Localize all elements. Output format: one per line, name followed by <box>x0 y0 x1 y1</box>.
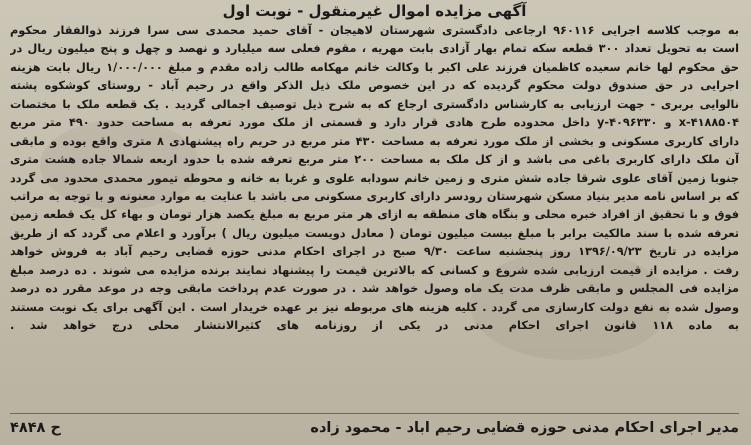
notice-line: مزایده در تاریخ ۱۳۹۶/۰۹/۲۳ روز پنجشنبه ساعت ۹/۳۰ صبح در اجرای احکام مدنی حوزه قضایی رحیم آباد به فروش خواهد <box>10 245 739 259</box>
notice-line: به ماده ۱۱۸ قانون اجرای احکام مدنی در یکی از روزنامه های کثیرالانتشار محلی درج خواهد شد . <box>10 319 739 332</box>
notice-line: تعرفه شده با سند مالکیت برابر با مبلغ بیست میلیون تومان ( معادل دویست میلیون ریال ) برآورد و اعلام می گردد که از طریق <box>10 226 739 240</box>
notice-line: که بر اساس نامه مدیر بنیاد مسکن شهرستان رودسر دارای کاربری مسکونی می باشد با عنایت به موارد معنونه و با توجه به مراتب <box>10 189 739 203</box>
notice-line: جنوبا زمین آقای علوی شرقا جاده شش متری و زمین خانم سودابه علوی و غربا به خانه و محوطه تیمور محمدی محدود می گردد <box>10 171 739 185</box>
notice-line: مزایده فی المجلس و مابقی ظرف مدت یک ماه وصول خواهد شد . در صورت عدم پرداخت مابقی وجه در موعد مقرر ده درصد <box>10 282 739 296</box>
notice-line: فوق و با تحقیق از افراد خبره محلی و بنگاه های منطقه به ازای هر متر مربع به مبلغ یکصد هزار تومان و بهاء کل یک قطعه زمین <box>10 208 739 222</box>
notice-line: وصول شده به نفع دولت کارسازی می گردد . کلیه هزینه های مربوطه نیز بر عهده خریدار است . این آگهی برای یک نوبت مستند <box>10 300 739 314</box>
notice-body <box>10 22 739 335</box>
notice-footer <box>10 413 739 442</box>
notice-line: رفت . مزایده از قیمت ارزیابی شده شروع و کسانی که بالاترین قیمت را پیشنهاد نمایند برنده مزایده می شوند . ده درصد مبلغ <box>10 263 739 277</box>
notice-line: اجرایی در حق صندوق دولت محکوم گردیده که در این خصوص ملک ذیل الذکر واقع در رحیم آباد - روستای کوشکوه پشته <box>10 79 739 93</box>
notice-line: به موجب کلاسه اجرایی ۹۶۰۱۱۶ ارجاعی دادگستری شهرستان لاهیجان - آقای حمید محمدی سی سرا فرزند ذوالفقار محکوم <box>10 24 739 37</box>
reference-number: ح ۴۸۴۸ <box>10 420 61 436</box>
notice-line: دارای کاربری مسکونی و بخشی از ملک مورد تعرفه به مساحت ۴۳۰ متر مربع در حریم راه پیشنهادی ۸ متری واقع بوده و مابقی <box>10 134 739 148</box>
notice-line: نالوایی بربری - جهت ارزیابی به کارشناس دادگستری ارجاع که به شرح ذیل توصیف اجمالی گردید . یک قطعه ملک با مختصات <box>10 97 739 111</box>
notice-title: آگهی مزایده اموال غیرمنقول - نوبت اول <box>222 2 527 20</box>
notice-line: آن ملک دارای کاربری باغی می باشد و از کل ملک به مساحت ۲۰۰ متر مربع تعرفه شده با حدود اربعه شمالا جاده هشت متری <box>10 153 739 167</box>
signature-line: مدیر اجرای احکام مدنی حوزه قضایی رحیم اباد - محمود زاده <box>310 420 739 436</box>
notice-line: حق محکوم لها خانم سعیده کاظمیان فرزند علی اکبر با وکالت خانم مهکامه طالب زاده مقدم و مبلغ ۱/۰۰۰/۰۰۰ ریال بابت هزینه <box>10 60 739 74</box>
notice-line: x-۴۱۸۸۵۰۴ و y-۴۰۹۶۳۳۰ داخل محدوده طرح هادی قرار دارد و قسمتی از ملک مورد تعرفه به مساحت حدود ۴۹۰ متر مربع <box>10 116 739 130</box>
notice-line: است به تحویل تعداد ۳۰۰ قطعه سکه تمام بهار آزادی بابت مهریه ، مقوم فعلی سه میلیارد و نهصد و چهل و پنج میلیون ریال در <box>10 42 739 56</box>
